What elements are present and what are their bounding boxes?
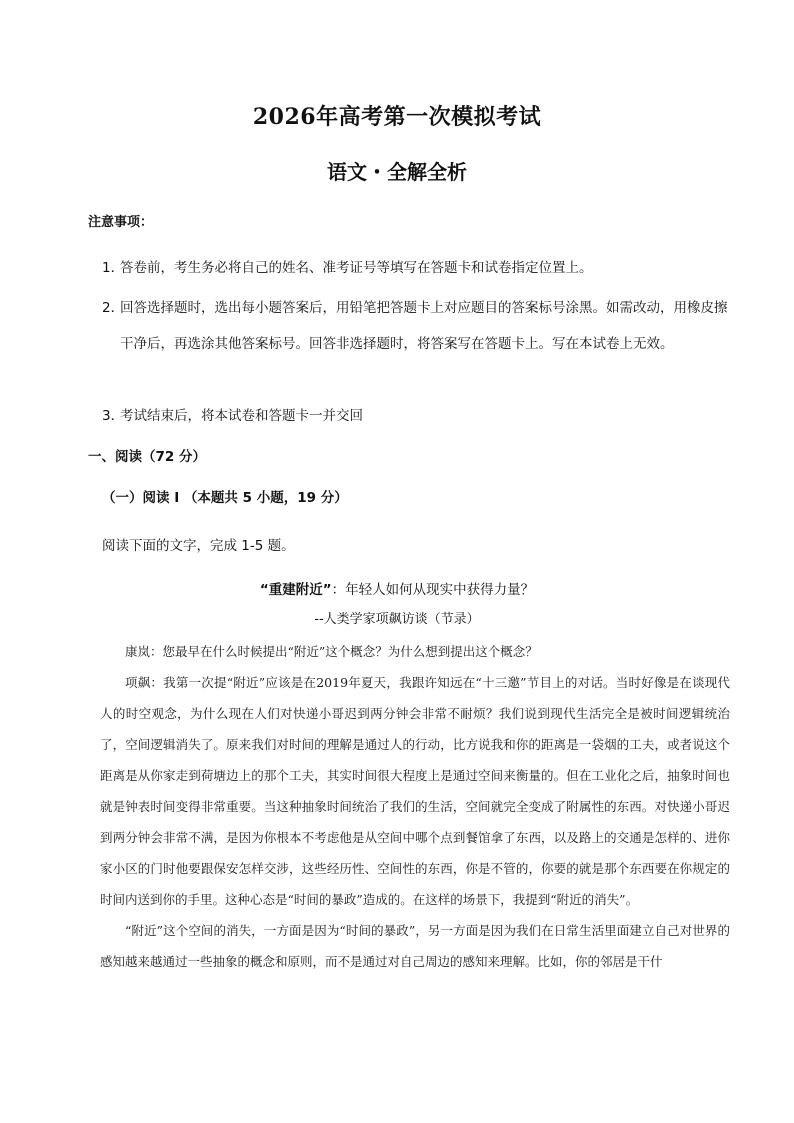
notice-text: 回答选择题时，选出每小题答案后，用铅笔把答题卡上对应题目的答案标号涂黑。如需改动，用橡皮擦干净后，再选涂其他答案标号。回答非选择题时，将答案写在答题卡上。写在本试卷上无效。 bbox=[120, 300, 728, 352]
article-byline: --人类学家项飙访谈（节录） bbox=[314, 612, 480, 627]
article-answer-paragraph-1: 项飙：我第一次提“附近”应该是在2019年夏天，我跟许知远在“十三邀”节目上的对话。当时好像是在谈现代人的时空观念，为什么现在人们对快递小哥迟到两分钟会非常不耐烦？我们说到现代生活完全是被时间逻辑统治了，空间逻辑消失了。原来我们对时间的理解是通过人的行动，比方说我和你的距离是一袋烟的工夫，或者说这个距离是从你家走到荷塘边上的那个工夫，其实时间很大程度上是通过空间来衡量的。但在工业化之后，抽象时间也就是钟表时间变得非常重要。当这种抽象时间统治了我们的生活，空间就完全变成了附属性的东西。对快递小哥迟到两分钟会非常不满，是因为你根本不考虑他是从空间中哪个点到餐馆拿了东西，以及路上的交通是怎样的、进你家小区的门时他要跟保安怎样交涉，这些经历性、空间性的东西，你是不管的，你要的就是那个东西要在你规定的时间内送到你的手里。这种心态是“时间的暴政”造成的。在这样的场景下，我提到“附近的消失”。 bbox=[100, 675, 730, 907]
notice-text: 考试结束后，将本试卷和答题卡一并交回 bbox=[120, 408, 363, 424]
article-title bbox=[0, 578, 794, 598]
notice-heading: 注意事项： bbox=[88, 215, 154, 230]
notice-number: 2． bbox=[102, 300, 125, 316]
notice-item-3 bbox=[102, 398, 728, 434]
reading-instruction: 阅读下面的文字，完成 1-5 题。 bbox=[102, 538, 295, 554]
article-answer-paragraph-2: “附近”这个空间的消失，一方面是因为“时间的暴政”，另一方面是因为我们在日常生活里面建立自己对世界的感知越来越通过一些抽象的概念和原则，而不是通过对自己周边的感知来理解。比如，你的邻居是干什 bbox=[100, 923, 730, 969]
notice-number: 1． bbox=[102, 260, 125, 276]
notice-number: 3． bbox=[102, 408, 125, 424]
article-body bbox=[100, 636, 730, 977]
notice-item-1 bbox=[102, 250, 728, 286]
notice-item-2 bbox=[102, 290, 728, 362]
section-heading-reading-1: （一）阅读 I （本题共 5 小题，19 分） bbox=[102, 490, 348, 506]
exam-title: 2026年高考第一次模拟考试 bbox=[252, 104, 542, 130]
exam-subtitle: 语文・全解全析 bbox=[327, 160, 467, 184]
article-title-rest: ：年轻人如何从现实中获得力量？ bbox=[331, 582, 535, 598]
section-heading-reading: 一、阅读（72 分） bbox=[88, 449, 206, 465]
notice-text: 答卷前，考生务必将自己的姓名、准考证号等填写在答题卡和试卷指定位置上。 bbox=[120, 260, 593, 276]
article-question: 康岚：您最早在什么时候提出“附近”这个概念？为什么想到提出这个概念？ bbox=[125, 644, 538, 659]
article-title-bold: “重建附近” bbox=[259, 582, 332, 598]
